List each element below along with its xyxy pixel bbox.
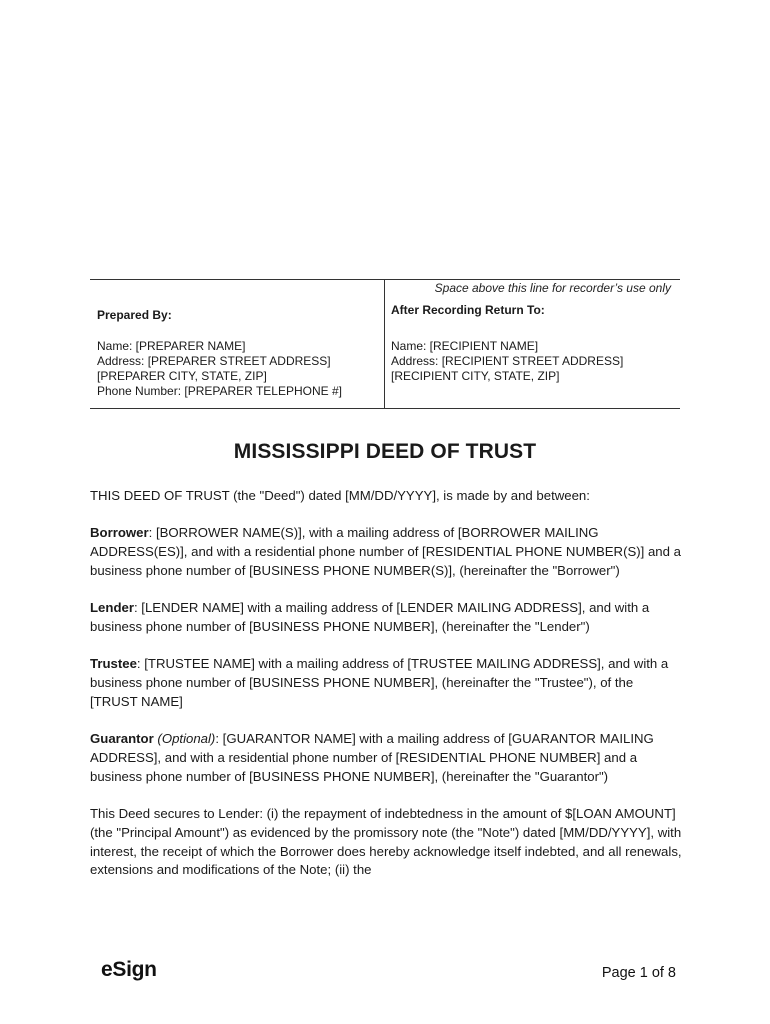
page-number: Page 1 of 8 xyxy=(601,965,676,981)
intro-paragraph: THIS DEED OF TRUST (the "Deed") dated [MM/DD/YYYY], is made by and between: xyxy=(90,488,590,503)
document-body xyxy=(90,487,682,899)
esign-logo: eSign xyxy=(101,958,157,981)
return-to-section xyxy=(391,303,676,384)
borrower-text: : [BORROWER NAME(S)], with a mailing address of [BORROWER MAILING ADDRESS(ES)], and with a residential phone number of [RESIDENTIAL PHONE NUMBER(S)] and a business phone number of [BUSINESS PHONE NUMBER(S)], (hereinafter the "Borrower") xyxy=(90,525,681,578)
preparer-address: Address: [PREPARER STREET ADDRESS] xyxy=(97,354,331,368)
preparer-name: Name: [PREPARER NAME] xyxy=(97,339,246,353)
lender-paragraph xyxy=(90,599,682,637)
borrower-paragraph xyxy=(90,524,682,580)
table-divider xyxy=(384,280,385,408)
prepared-by-section xyxy=(97,308,377,399)
preparer-phone: Phone Number: [PREPARER TELEPHONE #] xyxy=(97,384,342,398)
recipient-city-state-zip: [RECIPIENT CITY, STATE, ZIP] xyxy=(391,369,560,383)
recipient-name: Name: [RECIPIENT NAME] xyxy=(391,339,539,353)
secures-paragraph: This Deed secures to Lender: (i) the repayment of indebtedness in the amount of $[LOAN AMOUNT] (the "Principal Amount") as evidenced by the promissory note (the "Note") dated [MM/DD/YYYY], with interest, the receipt of which the Borrower does hereby acknowledge itself indebted, and all renewals, extensions and modifications of the Note; (ii) the xyxy=(90,806,682,878)
guarantor-label: Guarantor xyxy=(90,731,154,747)
trustee-text: : [TRUSTEE NAME] with a mailing address of [TRUSTEE MAILING ADDRESS], and with a business phone number of [BUSINESS PHONE NUMBER], (hereinafter the "Trustee"), of the [TRUST NAME] xyxy=(90,656,669,709)
guarantor-paragraph xyxy=(90,730,682,786)
prepared-by-heading: Prepared By: xyxy=(97,308,172,322)
trustee-paragraph xyxy=(90,655,682,711)
document-title: MISSISSIPPI DEED OF TRUST xyxy=(233,440,537,463)
lender-label: Lender xyxy=(90,600,134,616)
recorder-info-table xyxy=(90,279,680,409)
guarantor-optional: (Optional) xyxy=(157,731,216,747)
recipient-address: Address: [RECIPIENT STREET ADDRESS] xyxy=(391,354,624,368)
return-to-heading: After Recording Return To: xyxy=(391,303,545,317)
lender-text: : [LENDER NAME] with a mailing address of [LENDER MAILING ADDRESS], and with a business phone number of [BUSINESS PHONE NUMBER], (hereinafter the "Lender") xyxy=(90,600,650,634)
recorder-note: Space above this line for recorder’s use only xyxy=(434,281,671,295)
borrower-label: Borrower xyxy=(90,525,149,541)
trustee-label: Trustee xyxy=(90,656,137,672)
preparer-city-state-zip: [PREPARER CITY, STATE, ZIP] xyxy=(97,369,267,383)
guarantor-text: : [GUARANTOR NAME] with a mailing address of [GUARANTOR MAILING ADDRESS], and with a residential phone number of [RESIDENTIAL PHONE NUMBER] and a business phone number of [BUSINESS PHONE NUMBER], (hereinafter the "Guarantor") xyxy=(90,731,654,784)
